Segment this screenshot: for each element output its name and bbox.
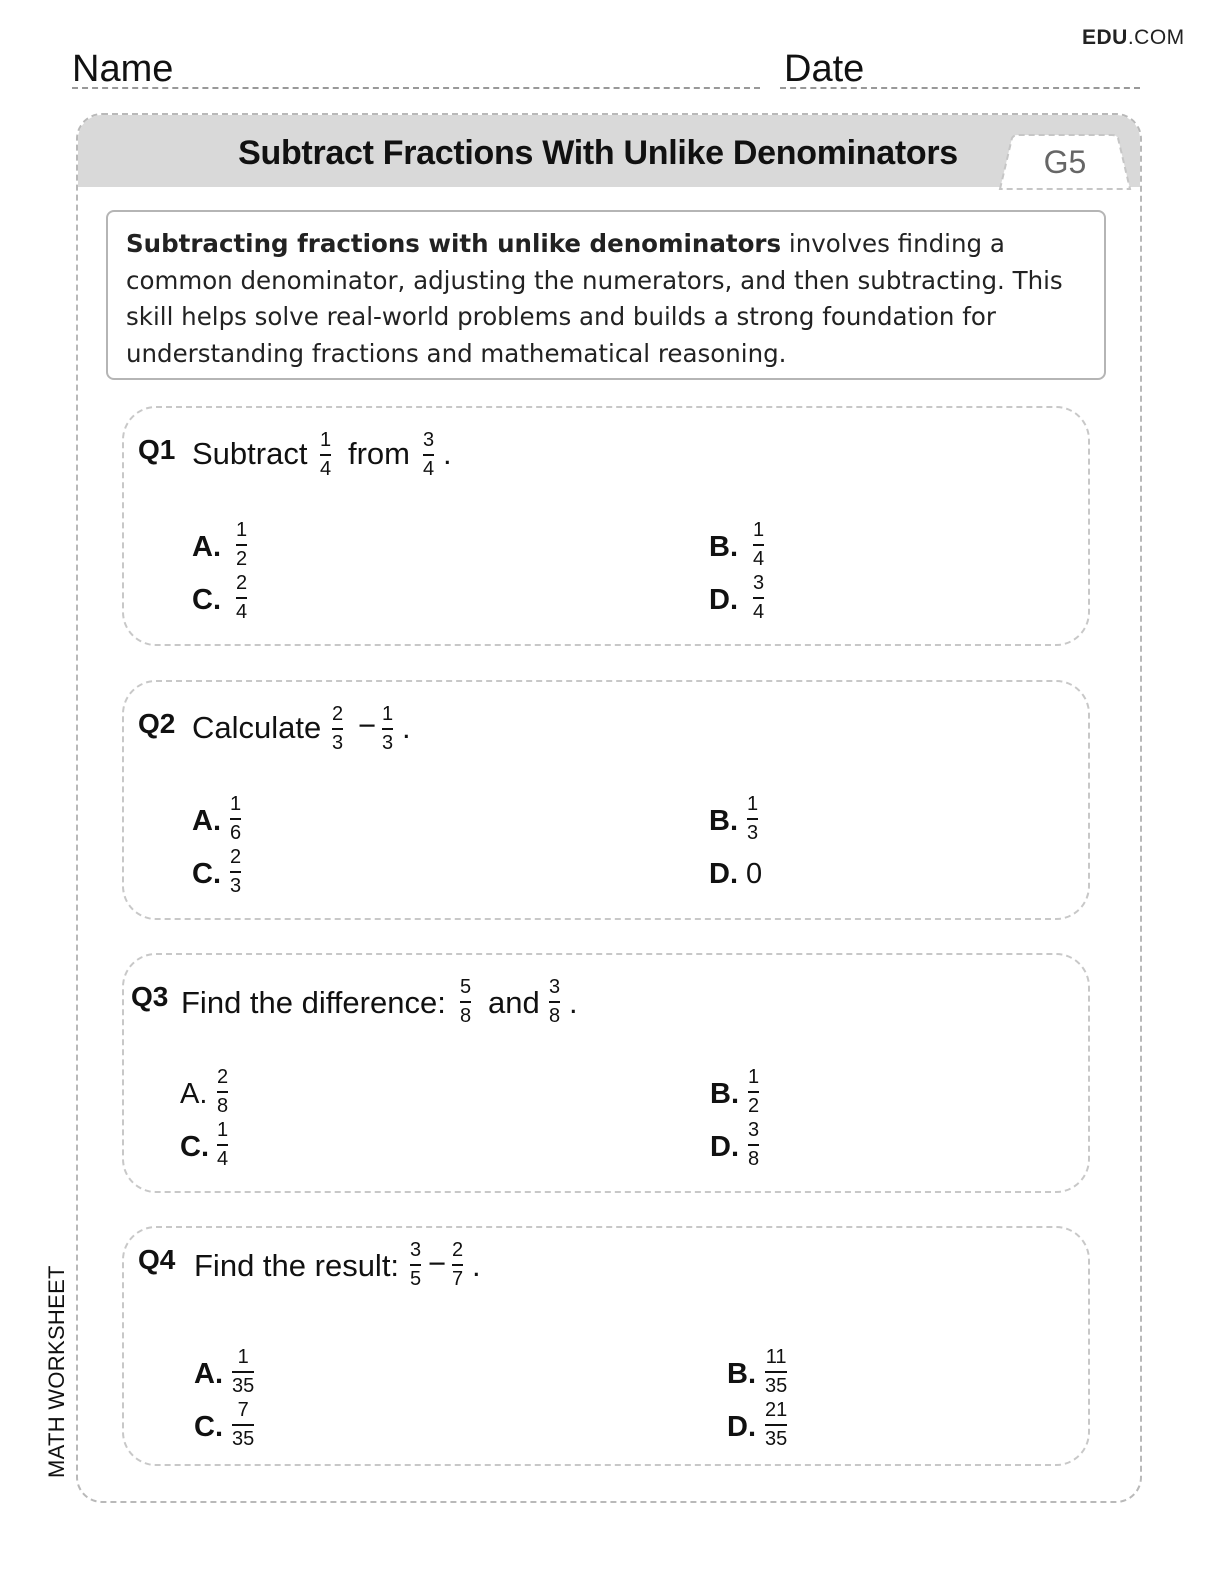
fraction-numerator: 7 (237, 1399, 249, 1421)
question-text: Find the difference: (181, 985, 446, 1020)
fraction-numerator: 3 (549, 976, 561, 998)
worksheet-title: Subtract Fractions With Unlike Denominators (238, 134, 958, 172)
option-b-letter[interactable]: B. (709, 531, 738, 563)
option-c-value[interactable] (236, 573, 247, 623)
option-c-value[interactable] (217, 1120, 228, 1170)
question-fraction-2 (549, 977, 560, 1027)
option-b-value[interactable] (747, 794, 758, 844)
fraction-numerator: 3 (410, 1239, 422, 1261)
fraction-denominator: 4 (236, 601, 248, 623)
fraction-numerator: 2 (332, 703, 344, 725)
option-b-value[interactable] (765, 1347, 787, 1397)
date-label: Date (784, 48, 865, 90)
question-card-q3 (122, 953, 1090, 1193)
fraction-denominator: 4 (423, 458, 435, 480)
question-card-q2 (122, 680, 1090, 920)
side-label: MATH WORKSHEET (44, 1265, 69, 1478)
question-text: . (569, 985, 578, 1020)
option-a-value[interactable] (217, 1067, 228, 1117)
fraction-denominator: 3 (332, 732, 344, 754)
fraction-denominator: 35 (232, 1428, 255, 1450)
question-text: . (402, 710, 411, 745)
fraction-numerator: 5 (460, 976, 472, 998)
question-text: and (488, 985, 540, 1020)
fraction-numerator: 1 (230, 793, 242, 815)
option-a-letter[interactable]: A. (192, 531, 221, 563)
option-d-value[interactable]: 0 (746, 858, 763, 890)
fraction-denominator: 35 (765, 1428, 788, 1450)
name-label: Name (72, 48, 174, 90)
option-b-value[interactable] (748, 1067, 759, 1117)
question-fraction-2 (452, 1240, 463, 1290)
question-number: Q2 (138, 708, 176, 739)
fraction-denominator: 2 (236, 548, 248, 570)
fraction-numerator: 2 (452, 1239, 464, 1261)
fraction-denominator: 7 (452, 1268, 464, 1290)
question-fraction-2 (423, 430, 434, 480)
fraction-numerator: 21 (765, 1399, 788, 1421)
fraction-numerator: 1 (237, 1346, 249, 1368)
fraction-denominator: 3 (382, 732, 394, 754)
name-date-row (72, 48, 1140, 92)
fraction-denominator: 5 (410, 1268, 422, 1290)
fraction-denominator: 35 (232, 1375, 255, 1397)
fraction-numerator: 2 (217, 1066, 229, 1088)
fraction-denominator: 8 (460, 1005, 472, 1027)
grade-tab (998, 134, 1132, 190)
fraction-denominator: 2 (748, 1095, 760, 1117)
question-text: Subtract (192, 436, 308, 471)
question-text: Find the result: (194, 1248, 400, 1283)
fraction-numerator: 11 (765, 1346, 787, 1368)
option-c-value[interactable] (232, 1400, 254, 1450)
intro-text: involves finding a common denominator, adjusting the numerators, and then subtracting. This skill helps solve real-world problems and builds a strong foundation for understanding fractions and mathematical reasoning. (126, 229, 1063, 368)
question-number: Q1 (138, 434, 176, 465)
fraction-denominator: 4 (217, 1148, 229, 1170)
fraction-denominator: 3 (230, 875, 242, 897)
option-d-value[interactable] (753, 573, 764, 623)
question-fraction-1 (460, 977, 471, 1027)
question-fraction-1 (332, 704, 343, 754)
option-d-letter[interactable]: D. (710, 1131, 739, 1163)
question-number: Q4 (138, 1244, 176, 1275)
brand-logo-rest: .COM (1127, 26, 1185, 49)
question-number: Q3 (131, 981, 169, 1012)
question-text: . (472, 1248, 481, 1283)
brand-logo-bold: EDU (1082, 26, 1128, 49)
fraction-numerator: 3 (423, 429, 435, 451)
date-field[interactable] (780, 87, 1140, 89)
option-d-letter[interactable]: D. (727, 1411, 756, 1443)
question-fraction-2 (382, 704, 393, 754)
intro-box (106, 210, 1106, 380)
question-card-q4 (122, 1226, 1090, 1466)
fraction-numerator: 2 (236, 572, 248, 594)
fraction-numerator: 1 (236, 519, 248, 541)
option-b-letter[interactable]: B. (709, 805, 738, 837)
fraction-numerator: 1 (217, 1119, 229, 1141)
fraction-denominator: 3 (747, 822, 759, 844)
fraction-denominator: 8 (748, 1148, 760, 1170)
question-fraction-1 (410, 1240, 421, 1290)
question-card-q1 (122, 406, 1090, 646)
option-a-value[interactable] (230, 794, 241, 844)
option-a-value[interactable] (232, 1347, 254, 1397)
fraction-denominator: 4 (753, 548, 765, 570)
question-text: . (443, 436, 452, 471)
fraction-numerator: 1 (747, 793, 759, 815)
option-b-letter[interactable]: B. (727, 1358, 756, 1390)
option-d-value[interactable] (765, 1400, 787, 1450)
option-c-letter[interactable]: C. (192, 858, 221, 890)
question-fraction-1 (320, 430, 331, 480)
fraction-numerator: 1 (753, 519, 765, 541)
option-c-letter[interactable]: C. (194, 1411, 223, 1443)
option-c-letter[interactable]: C. (192, 584, 221, 616)
option-d-value[interactable] (748, 1120, 759, 1170)
option-a-value[interactable] (236, 520, 247, 570)
fraction-numerator: 2 (230, 846, 242, 868)
fraction-denominator: 35 (765, 1375, 788, 1397)
option-a-letter[interactable]: A. (192, 805, 221, 837)
question-text: from (348, 436, 410, 471)
fraction-denominator: 6 (230, 822, 242, 844)
option-d-letter[interactable]: D. (709, 858, 738, 890)
question-operator: − (358, 708, 377, 743)
fraction-numerator: 1 (748, 1066, 760, 1088)
fraction-denominator: 4 (320, 458, 332, 480)
question-text: Calculate (192, 710, 322, 745)
fraction-denominator: 8 (217, 1095, 229, 1117)
fraction-numerator: 1 (382, 703, 394, 725)
grade-label: G5 (1043, 144, 1087, 180)
option-a-letter[interactable]: A. (180, 1078, 208, 1110)
brand-logo (1082, 26, 1185, 50)
fraction-numerator: 3 (748, 1119, 760, 1141)
option-c-letter[interactable]: C. (180, 1131, 209, 1163)
fraction-denominator: 4 (753, 601, 765, 623)
option-d-letter[interactable]: D. (709, 584, 738, 616)
question-operator: − (428, 1246, 447, 1281)
name-field[interactable] (72, 87, 760, 89)
option-c-value[interactable] (230, 847, 241, 897)
intro-bold: Subtracting fractions with unlike denominators (126, 229, 782, 258)
fraction-numerator: 3 (753, 572, 765, 594)
fraction-denominator: 8 (549, 1005, 561, 1027)
fraction-numerator: 1 (320, 429, 332, 451)
option-b-letter[interactable]: B. (710, 1078, 739, 1110)
option-b-value[interactable] (753, 520, 764, 570)
option-a-letter[interactable]: A. (194, 1358, 223, 1390)
